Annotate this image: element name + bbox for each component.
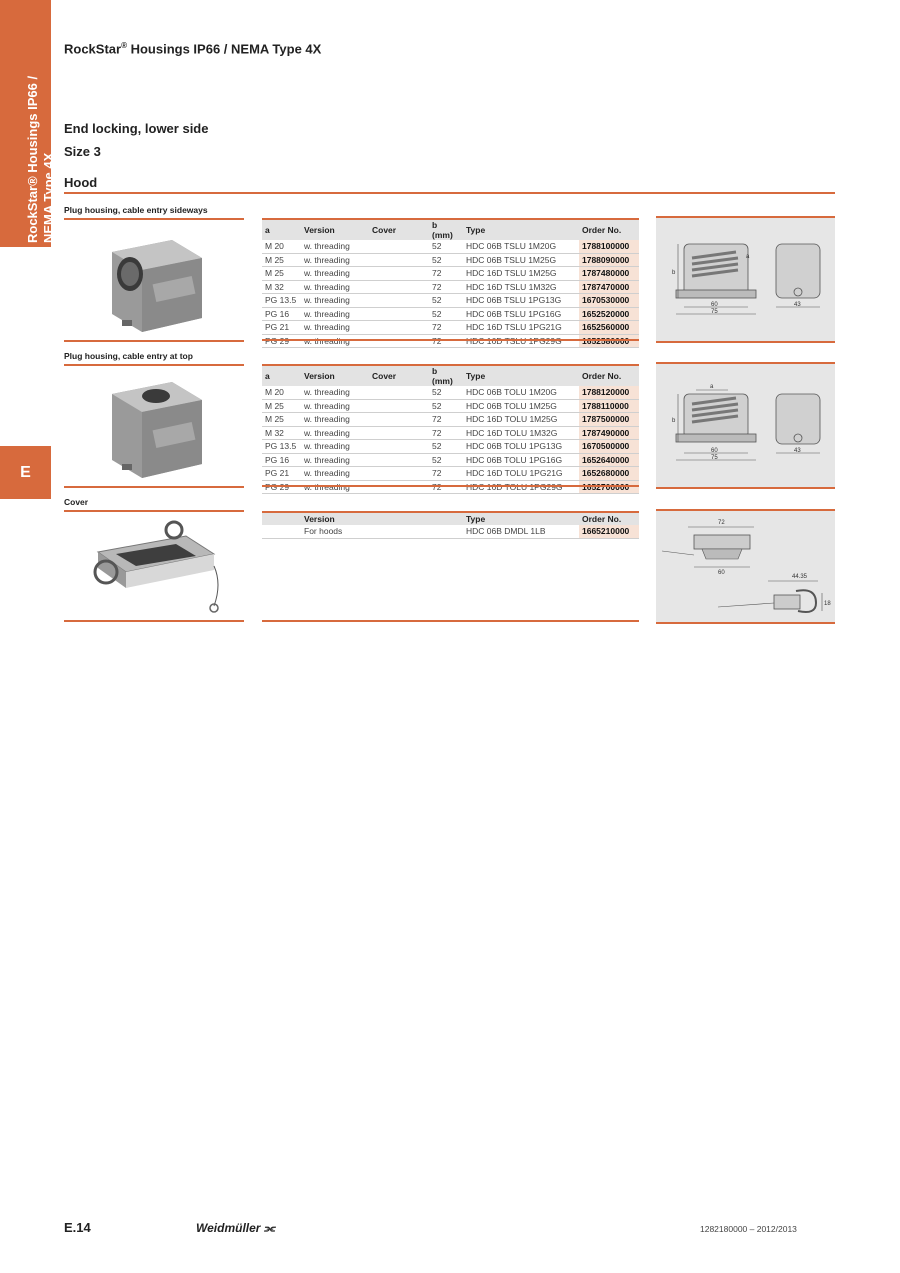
cell-cover bbox=[369, 253, 429, 267]
cell-a: PG 21 bbox=[262, 321, 301, 335]
col-b: b (mm) bbox=[429, 365, 463, 386]
group2-drawing bbox=[656, 362, 835, 489]
cell-a: PG 13.5 bbox=[262, 294, 301, 308]
col-a: a bbox=[262, 219, 301, 240]
cell-cover bbox=[369, 399, 429, 413]
group1-table-underline bbox=[262, 339, 639, 341]
cell-a: M 25 bbox=[262, 253, 301, 267]
cell-b: 52 bbox=[429, 294, 463, 308]
side-title-line2: NEMA Type 4X bbox=[41, 152, 56, 243]
cell-blank bbox=[262, 525, 301, 538]
cell-a: M 32 bbox=[262, 280, 301, 294]
cell-version: w. threading bbox=[301, 386, 369, 399]
cell-type: HDC 06B TSLU 1M20G bbox=[463, 240, 579, 253]
cell-version: w. threading bbox=[301, 413, 369, 427]
cell-type: HDC 06B TOLU 1M20G bbox=[463, 386, 579, 399]
cell-type: HDC 06B TOLU 1M25G bbox=[463, 399, 579, 413]
cell-version: w. threading bbox=[301, 321, 369, 335]
table-header-row bbox=[262, 219, 639, 240]
dim-b: b bbox=[672, 418, 676, 424]
col-order: Order No. bbox=[579, 512, 639, 525]
group2-table-underline bbox=[262, 485, 639, 487]
chapter-letter: E bbox=[20, 463, 31, 481]
dim-w2: 60 bbox=[718, 570, 725, 576]
group3-photo-underline bbox=[64, 620, 244, 622]
cell-version: w. threading bbox=[301, 294, 369, 308]
cell-order: 1788090000 bbox=[579, 253, 639, 267]
chapter-letter-tab bbox=[0, 446, 51, 499]
section-heading: Hood bbox=[64, 175, 835, 194]
cell-type: HDC 06B TSLU 1PG13G bbox=[463, 294, 579, 308]
table-row bbox=[262, 267, 639, 281]
cell-cover bbox=[369, 453, 429, 467]
col-order: Order No. bbox=[579, 219, 639, 240]
col-blank bbox=[369, 512, 429, 525]
cell-order: 1670500000 bbox=[579, 440, 639, 454]
subheading-size: Size 3 bbox=[64, 144, 101, 159]
dim-d: 43 bbox=[794, 448, 801, 454]
cell-b: 52 bbox=[429, 399, 463, 413]
cell-cover bbox=[369, 467, 429, 481]
brand-name: Weidmüller bbox=[196, 1221, 261, 1235]
cell-b: 52 bbox=[429, 386, 463, 399]
table-row bbox=[262, 280, 639, 294]
dim-d: 43 bbox=[794, 302, 801, 308]
col-type: Type bbox=[463, 365, 579, 386]
side-chapter-tab bbox=[0, 0, 56, 247]
cell-type: HDC 16D TSLU 1M32G bbox=[463, 280, 579, 294]
cell-cover bbox=[369, 426, 429, 440]
group3-photo bbox=[64, 514, 244, 620]
table-row bbox=[262, 440, 639, 454]
cell-cover bbox=[369, 294, 429, 308]
cell-order: 1787480000 bbox=[579, 267, 639, 281]
cell-a: M 32 bbox=[262, 426, 301, 440]
cell-a: PG 29 bbox=[262, 480, 301, 494]
group2-table bbox=[262, 364, 639, 494]
cell-type: HDC 06B TOLU 1PG13G bbox=[463, 440, 579, 454]
col-order: Order No. bbox=[579, 365, 639, 386]
col-b: b (mm) bbox=[429, 219, 463, 240]
cell-version: w. threading bbox=[301, 467, 369, 481]
cell-a: PG 16 bbox=[262, 307, 301, 321]
table-row bbox=[262, 426, 639, 440]
group3-drawing bbox=[656, 509, 835, 624]
cell-cover bbox=[369, 321, 429, 335]
cell-b: 52 bbox=[429, 307, 463, 321]
cell-order: 1787470000 bbox=[579, 280, 639, 294]
cell-cover bbox=[369, 440, 429, 454]
table-row bbox=[262, 240, 639, 253]
cell-version: w. threading bbox=[301, 307, 369, 321]
table-row bbox=[262, 525, 639, 538]
cell-version: w. threading bbox=[301, 253, 369, 267]
cell-order: 1652520000 bbox=[579, 307, 639, 321]
group2-photo-underline bbox=[64, 486, 244, 488]
cell-a: M 25 bbox=[262, 267, 301, 281]
group1-label: Plug housing, cable entry sideways bbox=[64, 205, 244, 220]
cell-type: HDC 16D TSLU 1PG21G bbox=[463, 321, 579, 335]
cell-a: PG 13.5 bbox=[262, 440, 301, 454]
cell-b: 72 bbox=[429, 334, 463, 348]
cell-type: HDC 16D TOLU 1M32G bbox=[463, 426, 579, 440]
cell-cover bbox=[369, 307, 429, 321]
cell-a: PG 29 bbox=[262, 334, 301, 348]
cell-type: HDC 16D TSLU 1M25G bbox=[463, 267, 579, 281]
cell-cover bbox=[369, 280, 429, 294]
side-title-line1: RockStar® Housings IP66 / bbox=[25, 75, 40, 243]
cell-a: PG 21 bbox=[262, 467, 301, 481]
dim-a: a bbox=[710, 384, 714, 390]
cell-type: HDC 06B TOLU 1PG16G bbox=[463, 453, 579, 467]
group3-label: Cover bbox=[64, 497, 244, 512]
cell-order: 1670530000 bbox=[579, 294, 639, 308]
cell-cover bbox=[369, 413, 429, 427]
cell-a: M 20 bbox=[262, 386, 301, 399]
page-title bbox=[64, 41, 321, 56]
table-row bbox=[262, 453, 639, 467]
col-cover: Cover bbox=[369, 365, 429, 386]
cell-order: 1652560000 bbox=[579, 321, 639, 335]
cell-a: M 25 bbox=[262, 413, 301, 427]
table-header-row bbox=[262, 365, 639, 386]
table-row bbox=[262, 307, 639, 321]
cell-order: 1652580000 bbox=[579, 334, 639, 348]
col-type: Type bbox=[463, 219, 579, 240]
table-row bbox=[262, 386, 639, 399]
cell-b: 52 bbox=[429, 240, 463, 253]
cell-order: 1788120000 bbox=[579, 386, 639, 399]
cell-b: 72 bbox=[429, 267, 463, 281]
cell-order: 1652700000 bbox=[579, 480, 639, 494]
cell-b: 72 bbox=[429, 426, 463, 440]
cell-b: 72 bbox=[429, 413, 463, 427]
col-version: Version bbox=[301, 512, 369, 525]
dim-a: a bbox=[746, 254, 750, 260]
col-version: Version bbox=[301, 219, 369, 240]
title-rest: Housings IP66 / NEMA Type 4X bbox=[126, 41, 322, 57]
cell-version: w. threading bbox=[301, 440, 369, 454]
table-row bbox=[262, 413, 639, 427]
cell-order: 1787500000 bbox=[579, 413, 639, 427]
cell-order: 1665210000 bbox=[579, 525, 639, 538]
group3-table bbox=[262, 511, 639, 539]
cell-version: w. threading bbox=[301, 280, 369, 294]
table-row bbox=[262, 467, 639, 481]
table-row bbox=[262, 399, 639, 413]
cell-a: PG 16 bbox=[262, 453, 301, 467]
brand-icon: ⫘ bbox=[263, 1221, 275, 1235]
cell-version: w. threading bbox=[301, 399, 369, 413]
catalog-reference: 1282180000 – 2012/2013 bbox=[700, 1224, 797, 1234]
cell-type: HDC 06B TSLU 1PG16G bbox=[463, 307, 579, 321]
cell-b: 52 bbox=[429, 453, 463, 467]
cell-version: w. threading bbox=[301, 453, 369, 467]
cell-type: HDC 16D TOLU 1PG21G bbox=[463, 467, 579, 481]
cell-version: w. threading bbox=[301, 267, 369, 281]
cell-blank bbox=[429, 525, 463, 538]
col-type: Type bbox=[463, 512, 579, 525]
col-blank bbox=[429, 512, 463, 525]
cell-a: M 20 bbox=[262, 240, 301, 253]
dim-w2: 75 bbox=[711, 455, 718, 461]
dim-b: b bbox=[672, 270, 676, 276]
cell-version: w. threading bbox=[301, 426, 369, 440]
cell-order: 1788100000 bbox=[579, 240, 639, 253]
cell-cover bbox=[369, 267, 429, 281]
table-header-row bbox=[262, 512, 639, 525]
cell-type: HDC 16D TSLU 1PG29G bbox=[463, 334, 579, 348]
group1-photo-underline bbox=[64, 340, 244, 342]
dim-w1: 72 bbox=[718, 520, 725, 526]
cell-type: HDC 16D TOLU 1M25G bbox=[463, 413, 579, 427]
cell-version: w. threading bbox=[301, 334, 369, 348]
cell-cover bbox=[369, 240, 429, 253]
group1-drawing bbox=[656, 216, 835, 343]
dim-w1: 60 bbox=[711, 448, 718, 454]
cell-type: HDC 16D TOLU 1PG29G bbox=[463, 480, 579, 494]
cell-version: For hoods bbox=[301, 525, 369, 538]
col-blank bbox=[262, 512, 301, 525]
group2-label: Plug housing, cable entry at top bbox=[64, 351, 244, 366]
table-row bbox=[262, 294, 639, 308]
col-cover: Cover bbox=[369, 219, 429, 240]
dim-w1: 60 bbox=[711, 302, 718, 308]
cell-version: w. threading bbox=[301, 240, 369, 253]
table-row bbox=[262, 253, 639, 267]
cell-b: 72 bbox=[429, 321, 463, 335]
group3-table-underline bbox=[262, 620, 639, 622]
side-chapter-title bbox=[25, 3, 57, 243]
group1-photo bbox=[64, 222, 244, 340]
cell-a: M 25 bbox=[262, 399, 301, 413]
group1-table bbox=[262, 218, 639, 348]
title-brand: RockStar bbox=[64, 41, 122, 57]
cell-b: 72 bbox=[429, 467, 463, 481]
cell-cover bbox=[369, 386, 429, 399]
cell-order: 1652640000 bbox=[579, 453, 639, 467]
dim-h: 18 bbox=[824, 601, 831, 607]
brand-logo bbox=[196, 1221, 275, 1236]
col-version: Version bbox=[301, 365, 369, 386]
page-number: E.14 bbox=[64, 1220, 91, 1235]
cell-order: 1652680000 bbox=[579, 467, 639, 481]
cell-b: 52 bbox=[429, 440, 463, 454]
cell-order: 1788110000 bbox=[579, 399, 639, 413]
group2-photo bbox=[64, 368, 244, 486]
registered-mark: ® bbox=[121, 41, 127, 50]
dim-w2: 75 bbox=[711, 309, 718, 315]
cell-b: 72 bbox=[429, 480, 463, 494]
cell-version: w. threading bbox=[301, 480, 369, 494]
dim-w3: 44.35 bbox=[792, 574, 808, 580]
cell-blank bbox=[369, 525, 429, 538]
cell-b: 72 bbox=[429, 280, 463, 294]
cell-type: HDC 06B DMDL 1LB bbox=[463, 525, 579, 538]
cell-b: 52 bbox=[429, 253, 463, 267]
table-row bbox=[262, 321, 639, 335]
col-a: a bbox=[262, 365, 301, 386]
cell-order: 1787490000 bbox=[579, 426, 639, 440]
cell-type: HDC 06B TSLU 1M25G bbox=[463, 253, 579, 267]
subheading-locking: End locking, lower side bbox=[64, 121, 209, 136]
